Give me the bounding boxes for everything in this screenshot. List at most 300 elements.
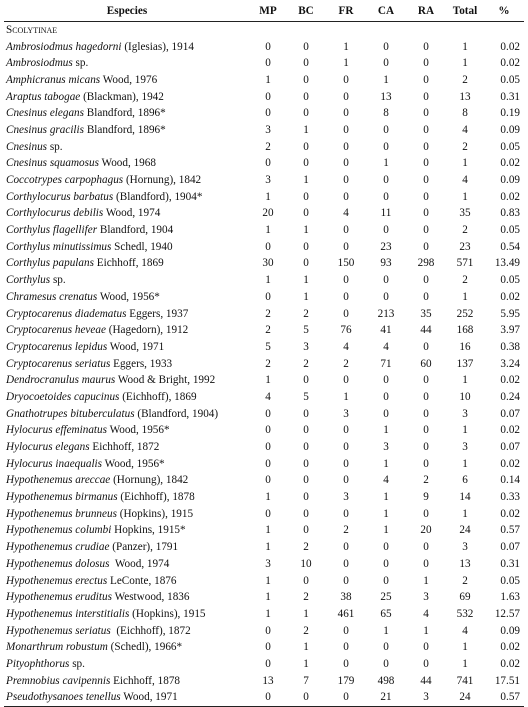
table-row <box>4 322 524 339</box>
species-name-cell <box>4 372 250 389</box>
cell-ca: 25 <box>380 591 392 604</box>
cell-mp: 2 <box>265 357 271 370</box>
species-name-cell <box>4 389 250 406</box>
cell-pct: 0.57 <box>500 524 520 537</box>
cell-pct: 13.49 <box>494 257 520 270</box>
cell-ca: 0 <box>383 140 389 153</box>
cell-bc: 0 <box>303 257 309 270</box>
cell-ca: 0 <box>383 190 389 203</box>
cell-total: 10 <box>459 390 471 403</box>
cell-pct: 0.05 <box>500 140 520 153</box>
cell-bc: 1 <box>303 290 309 303</box>
species-binomial: Gnathotrupes bituberculatus <box>6 407 135 420</box>
cell-mp: 0 <box>265 507 271 520</box>
species-name-cell <box>4 439 250 456</box>
species-name-cell <box>4 155 250 172</box>
cell-fr: 0 <box>343 140 349 153</box>
cell-bc: 0 <box>303 40 309 53</box>
table-row <box>4 105 524 122</box>
cell-pct: 0.05 <box>500 274 520 287</box>
cell-mp: 1 <box>265 224 271 237</box>
cell-fr: 0 <box>343 90 349 103</box>
cell-ca: 1 <box>383 507 389 520</box>
cell-mp: 5 <box>265 340 271 353</box>
cell-ra: 298 <box>417 257 435 270</box>
cell-pct: 0.02 <box>500 374 520 387</box>
cell-mp: 0 <box>265 407 271 420</box>
species-binomial: Dryocoetoides capucinus <box>6 390 120 403</box>
cell-ca: 1 <box>383 524 389 537</box>
cell-bc: 0 <box>303 107 309 120</box>
header-percent: % <box>484 2 524 21</box>
table-row <box>4 606 524 623</box>
cell-ra: 0 <box>423 507 429 520</box>
cell-pct: 0.83 <box>500 207 520 220</box>
cell-ra: 0 <box>423 390 429 403</box>
cell-ca: 0 <box>383 657 389 670</box>
cell-mp: 1 <box>265 274 271 287</box>
species-binomial: Araptus tabogae <box>6 90 81 103</box>
cell-mp: 2 <box>265 324 271 337</box>
species-binomial: Cryptocarenus diadematus <box>6 307 127 320</box>
cell-pct: 0.05 <box>500 73 520 86</box>
table-row <box>4 339 524 356</box>
cell-total: 4 <box>462 123 468 136</box>
species-authority: (Hornung), 1842 <box>123 174 202 187</box>
cell-pct: 0.38 <box>500 340 520 353</box>
cell-total: 2 <box>462 274 468 287</box>
cell-fr: 4 <box>343 207 349 220</box>
species-name-cell <box>4 289 250 306</box>
cell-bc: 2 <box>303 624 309 637</box>
species-binomial: Hylocurus elegans <box>6 441 90 454</box>
cell-mp: 2 <box>265 307 271 320</box>
cell-pct: 0.14 <box>500 474 520 487</box>
cell-ca: 0 <box>383 407 389 420</box>
cell-ra: 0 <box>423 224 429 237</box>
table-row <box>4 222 524 239</box>
table-row <box>4 672 524 689</box>
table-row <box>4 155 524 172</box>
species-authority: Wood, 1956* <box>97 290 160 303</box>
cell-ra: 0 <box>423 541 429 554</box>
cell-ra: 0 <box>423 107 429 120</box>
species-name-cell <box>4 572 250 589</box>
cell-bc: 2 <box>303 357 309 370</box>
cell-bc: 1 <box>303 224 309 237</box>
table-row <box>4 455 524 472</box>
cell-fr: 1 <box>343 40 349 53</box>
cell-ca: 3 <box>383 441 389 454</box>
table-row <box>4 188 524 205</box>
cell-fr: 0 <box>343 474 349 487</box>
cell-pct: 12.57 <box>494 607 520 620</box>
cell-ra: 60 <box>420 357 432 370</box>
species-name-cell <box>4 422 250 439</box>
cell-ra: 3 <box>406 689 446 706</box>
species-authority: Wood, 1974 <box>103 207 161 220</box>
species-binomial: Corthylus papulans <box>6 257 94 270</box>
cell-ca: 41 <box>380 324 392 337</box>
cell-pct: 0.05 <box>500 224 520 237</box>
species-authority: Wood, 1956* <box>102 457 165 470</box>
species-name-cell <box>4 539 250 556</box>
cell-bc: 0 <box>303 407 309 420</box>
species-binomial: Cnesinus <box>6 140 48 153</box>
cell-bc: 0 <box>303 207 309 220</box>
cell-pct: 0.54 <box>500 240 520 253</box>
cell-fr: 461 <box>337 607 355 620</box>
cell-mp: 0 <box>265 240 271 253</box>
cell-total: 1 <box>462 457 468 470</box>
cell-pct: 0.07 <box>500 541 520 554</box>
cell-pct: 3.24 <box>500 357 520 370</box>
species-authority: (Panzer), 1791 <box>109 541 179 554</box>
cell-ra: 0 <box>423 641 429 654</box>
cell-fr: 1 <box>343 390 349 403</box>
cell-fr: 0 <box>343 290 349 303</box>
cell-fr: 0 <box>343 541 349 554</box>
species-binomial: Premnobius cavipennis <box>6 674 111 687</box>
table-row <box>4 172 524 189</box>
cell-ra: 0 <box>423 207 429 220</box>
species-authority: Eichhoff, 1878 <box>110 674 181 687</box>
cell-bc: 0 <box>303 190 309 203</box>
cell-bc: 7 <box>303 674 309 687</box>
species-binomial: Ambrosiodmus hagedorni <box>6 40 122 53</box>
cell-mp: 0 <box>265 157 271 170</box>
cell-total: 2 <box>462 224 468 237</box>
cell-mp: 30 <box>262 257 274 270</box>
cell-mp: 1 <box>265 524 271 537</box>
cell-ca: 71 <box>380 357 392 370</box>
species-authority: sp. <box>50 274 66 287</box>
table-row <box>4 639 524 656</box>
species-binomial: Cryptocarenus seriatus <box>6 357 111 370</box>
cell-ca: 0 <box>383 641 389 654</box>
cell-mp: 3 <box>265 123 271 136</box>
species-authority: Wood, 1976 <box>100 73 158 86</box>
cell-mp: 4 <box>265 390 271 403</box>
cell-bc: 5 <box>303 390 309 403</box>
species-authority: (Schedl), 1966* <box>107 641 183 654</box>
species-authority: Wood, 1971 <box>120 691 178 704</box>
species-name-cell <box>4 55 250 72</box>
species-binomial: Hypothenemus dolosus <box>6 557 110 570</box>
cell-total: 2 <box>462 574 468 587</box>
table-row <box>4 522 524 539</box>
species-binomial: Hypothenemus columbi <box>6 524 112 537</box>
cell-fr: 1 <box>343 57 349 70</box>
cell-mp: 1 <box>265 491 271 504</box>
cell-total: 1 <box>462 507 468 520</box>
species-authority: Wood, 1974 <box>109 557 170 570</box>
cell-ra: 0 <box>423 57 429 70</box>
species-binomial: Amphicranus micans <box>6 73 101 86</box>
species-binomial: Hypothenemus erectus <box>6 574 108 587</box>
cell-ra: 3 <box>423 591 429 604</box>
header-row <box>4 2 524 21</box>
cell-ra: 0 <box>423 441 429 454</box>
cell-fr: 0 <box>343 457 349 470</box>
cell-ca: 13 <box>380 90 392 103</box>
cell-fr: 0 <box>343 274 349 287</box>
cell-pct: 0.31 <box>500 90 520 103</box>
cell-ra: 0 <box>423 240 429 253</box>
cell-total: 571 <box>456 257 474 270</box>
cell-total: 3 <box>462 407 468 420</box>
cell-fr: 0 <box>326 689 366 706</box>
species-binomial: Chramesus crenatus <box>6 290 98 303</box>
cell-mp: 1 <box>265 607 271 620</box>
header-especies: Especies <box>4 2 250 21</box>
cell-pct: 0.57 <box>484 689 524 706</box>
cell-bc: 0 <box>303 457 309 470</box>
cell-bc: 0 <box>303 374 309 387</box>
cell-bc: 1 <box>303 274 309 287</box>
cell-bc: 1 <box>303 641 309 654</box>
cell-ra: 4 <box>423 607 429 620</box>
cell-ca: 0 <box>383 224 389 237</box>
species-authority: Wood, 1956* <box>106 424 170 437</box>
cell-total: 1 <box>462 40 468 53</box>
cell-fr: 0 <box>343 157 349 170</box>
cell-ra: 44 <box>420 674 432 687</box>
species-authority: (Hopkins), 1915 <box>116 507 194 520</box>
cell-fr: 179 <box>337 674 355 687</box>
cell-ca: 1 <box>383 624 389 637</box>
species-authority: Blandford, 1896* <box>84 107 166 120</box>
cell-pct: 0.07 <box>500 441 520 454</box>
species-binomial: Pseudothysanoes tenellus <box>6 691 121 704</box>
species-authority: Eichhoff, 1869 <box>93 257 164 270</box>
species-name-cell <box>4 172 250 189</box>
cell-total: 252 <box>456 307 474 320</box>
cell-total: 69 <box>459 591 471 604</box>
cell-pct: 0.02 <box>500 424 520 437</box>
cell-mp: 1 <box>265 73 271 86</box>
species-authority: (Eichhoff), 1878 <box>117 491 195 504</box>
species-authority: (Eichhoff), 1872 <box>110 624 191 637</box>
cell-ca: 0 <box>383 574 389 587</box>
cell-mp: 0 <box>265 424 271 437</box>
cell-ra: 0 <box>423 657 429 670</box>
species-name-cell <box>4 72 250 89</box>
cell-total: 23 <box>459 240 471 253</box>
cell-bc: 0 <box>303 90 309 103</box>
species-name-cell <box>4 405 250 422</box>
table-row <box>4 122 524 139</box>
cell-fr: 0 <box>343 73 349 86</box>
species-name-cell <box>4 589 250 606</box>
cell-fr: 0 <box>343 657 349 670</box>
cell-pct: 0.24 <box>500 390 520 403</box>
cell-pct: 0.02 <box>500 157 520 170</box>
species-name-cell <box>4 188 250 205</box>
species-binomial: Cnesinus squamosus <box>6 157 99 170</box>
cell-bc: 5 <box>303 324 309 337</box>
species-name-cell <box>4 622 250 639</box>
cell-ra: 0 <box>423 290 429 303</box>
cell-pct: 0.31 <box>500 557 520 570</box>
cell-bc: 0 <box>303 73 309 86</box>
cell-pct: 0.02 <box>500 190 520 203</box>
species-name-cell <box>4 689 250 706</box>
cell-ra: 0 <box>423 73 429 86</box>
cell-mp: 0 <box>265 457 271 470</box>
cell-bc: 0 <box>303 491 309 504</box>
cell-mp: 0 <box>265 107 271 120</box>
cell-bc: 10 <box>300 557 312 570</box>
cell-ca: 93 <box>380 257 392 270</box>
species-name-cell <box>4 38 250 55</box>
species-name-cell <box>4 505 250 522</box>
cell-mp: 3 <box>265 174 271 187</box>
species-name-cell <box>4 355 250 372</box>
header-mp: MP <box>250 2 286 21</box>
species-binomial: Cryptocarenus lepidus <box>6 340 108 353</box>
species-authority: (Hornung), 1842 <box>110 474 189 487</box>
cell-fr: 2 <box>343 357 349 370</box>
header-bc: BC <box>286 2 326 21</box>
species-authority: Hopkins, 1915* <box>111 524 186 537</box>
table-body <box>4 21 524 706</box>
cell-mp: 2 <box>265 140 271 153</box>
cell-fr: 0 <box>343 641 349 654</box>
species-binomial: Hypothenemus areccae <box>6 474 111 487</box>
table-row <box>4 472 524 489</box>
cell-total: 6 <box>462 474 468 487</box>
species-binomial: Cnesinus gracilis <box>6 123 85 136</box>
cell-fr: 0 <box>343 441 349 454</box>
cell-ra: 20 <box>420 524 432 537</box>
cell-bc: 1 <box>303 174 309 187</box>
species-authority: (Hagedorn), 1912 <box>105 324 189 337</box>
species-authority: Schedl, 1940 <box>111 240 173 253</box>
header-total: Total <box>446 2 484 21</box>
cell-fr: 3 <box>343 491 349 504</box>
cell-mp: 1 <box>265 541 271 554</box>
table-row <box>4 205 524 222</box>
cell-total: 1 <box>462 190 468 203</box>
species-authority: (Blackman), 1942 <box>80 90 164 103</box>
cell-ra: 0 <box>423 157 429 170</box>
cell-ra: 1 <box>423 574 429 587</box>
cell-ca: 0 <box>383 123 389 136</box>
cell-fr: 0 <box>343 107 349 120</box>
cell-ra: 0 <box>423 190 429 203</box>
cell-pct: 0.05 <box>500 574 520 587</box>
cell-total: 741 <box>456 674 474 687</box>
cell-mp: 1 <box>265 591 271 604</box>
cell-ca: 1 <box>383 424 389 437</box>
species-binomial: Coccotrypes carpophagus <box>6 174 124 187</box>
cell-pct: 0.02 <box>500 57 520 70</box>
species-name-cell <box>4 606 250 623</box>
cell-bc: 0 <box>303 474 309 487</box>
cell-fr: 0 <box>343 224 349 237</box>
table-row <box>4 505 524 522</box>
cell-fr: 0 <box>343 307 349 320</box>
species-name-cell <box>4 556 250 573</box>
cell-mp: 0 <box>265 641 271 654</box>
cell-ra: 0 <box>423 340 429 353</box>
species-authority: sp. <box>72 57 89 70</box>
cell-ca: 1 <box>383 73 389 86</box>
table-row <box>4 489 524 506</box>
table-row <box>4 305 524 322</box>
cell-fr: 0 <box>343 574 349 587</box>
species-name-cell <box>4 272 250 289</box>
cell-bc: 0 <box>303 574 309 587</box>
cell-total: 1 <box>462 374 468 387</box>
cell-bc: 0 <box>303 157 309 170</box>
species-binomial: Hypothenemus birmanus <box>6 491 118 504</box>
cell-ca: 4 <box>383 474 389 487</box>
table-header <box>4 2 524 21</box>
cell-mp: 0 <box>265 57 271 70</box>
cell-total: 137 <box>456 357 474 370</box>
cell-fr: 150 <box>337 257 355 270</box>
species-name-cell <box>4 522 250 539</box>
cell-pct: 0.02 <box>500 657 520 670</box>
species-name-cell <box>4 205 250 222</box>
cell-pct: 0.09 <box>500 123 520 136</box>
table-row <box>4 556 524 573</box>
table-row <box>4 389 524 406</box>
cell-ca: 0 <box>383 40 389 53</box>
species-binomial: Hypothenemus brunneus <box>6 507 117 520</box>
cell-mp: 0 <box>250 689 286 706</box>
species-binomial: Cryptocarenus heveae <box>6 324 106 337</box>
cell-fr: 0 <box>343 507 349 520</box>
cell-mp: 13 <box>262 674 274 687</box>
species-name-cell <box>4 672 250 689</box>
cell-ca: 213 <box>377 307 395 320</box>
cell-ca: 0 <box>383 374 389 387</box>
species-name-cell <box>4 222 250 239</box>
species-name-cell <box>4 138 250 155</box>
table-row <box>4 238 524 255</box>
cell-ra: 0 <box>423 174 429 187</box>
cell-ca: 0 <box>383 290 389 303</box>
species-authority: LeConte, 1876 <box>107 574 177 587</box>
cell-total: 14 <box>459 491 471 504</box>
species-name-cell <box>4 455 250 472</box>
cell-mp: 1 <box>265 374 271 387</box>
cell-ca: 1 <box>383 157 389 170</box>
cell-bc: 0 <box>303 524 309 537</box>
species-table-container <box>0 2 528 707</box>
cell-mp: 0 <box>265 40 271 53</box>
species-name-cell <box>4 639 250 656</box>
table-row <box>4 355 524 372</box>
cell-ra: 0 <box>423 123 429 136</box>
cell-total: 1 <box>462 641 468 654</box>
cell-fr: 4 <box>343 340 349 353</box>
species-binomial: Hypothenemus eruditus <box>6 591 112 604</box>
cell-mp: 1 <box>265 574 271 587</box>
cell-pct: 0.02 <box>500 457 520 470</box>
header-ra: RA <box>406 2 446 21</box>
cell-fr: 0 <box>343 557 349 570</box>
species-binomial: Hylocurus effeminatus <box>6 424 107 437</box>
species-binomial: Corthylocurus barbatus <box>6 190 114 203</box>
cell-ca: 11 <box>380 207 392 220</box>
species-authority: (Blandford, 1904) <box>134 407 219 420</box>
table-row <box>4 405 524 422</box>
species-authority: sp. <box>69 657 85 670</box>
